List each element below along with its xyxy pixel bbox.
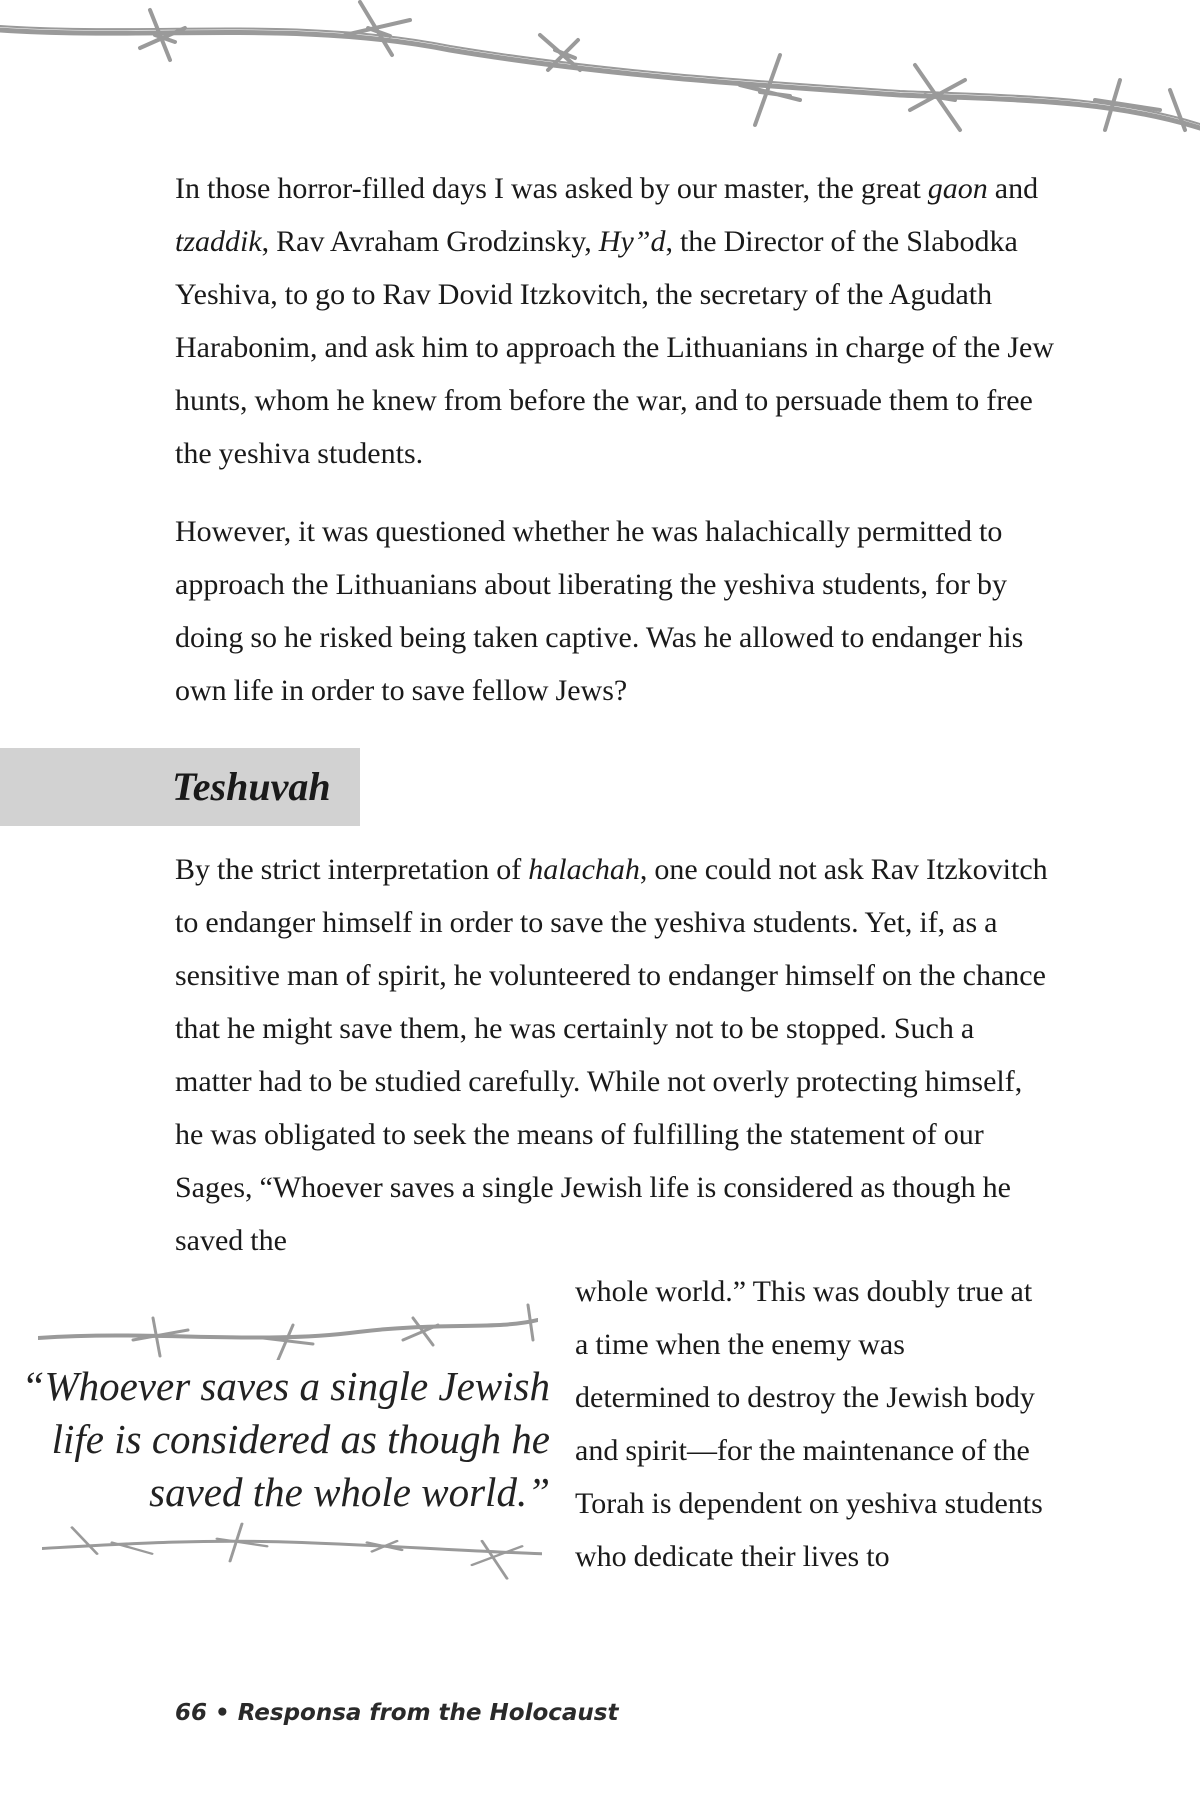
- italic-term-halachah: halachah: [528, 853, 640, 886]
- text-run: , one could not ask Rav Itzkovitch to endanger himself in order to save the yeshiva students. Yet, if, as a sensitive man of spirit, he volunteered to endanger himself on the chance that he might save them, he was certainly not to be stopped. Such a matter had to be studied carefully. While not overly protecting himself, he was obligated to seek the means of fulfilling the statement of our Sages, “Whoever saves a single Jewish life is considered as though he saved the: [175, 853, 1048, 1257]
- italic-term-hyd: Hy”d: [598, 225, 666, 258]
- pull-quote-line: life is considered as though he: [51, 1416, 550, 1462]
- pull-quote-line: “Whoever saves a single Jewish: [21, 1363, 550, 1409]
- body-paragraph-1: [175, 162, 1055, 480]
- page-footer: 66 • Responsa from the Holocaust: [175, 1700, 619, 1726]
- text-run: , the Director of the Slabodka Yeshiva, to go to Rav Dovid Itzkovitch, the secretary of the Agudath Harabonim, and ask him to approach the Lithuanians in charge of the Jew hunts, whom he knew from before the war, and to persuade them to free the yeshiva students.: [175, 225, 1055, 470]
- text-run: , Rav Avraham Grodzinsky,: [261, 225, 599, 258]
- barbed-wire-top-decoration: [0, 0, 1200, 140]
- body-paragraph-3: [175, 843, 1055, 1267]
- body-paragraph-2: However, it was questioned whether he was halachically permitted to approach the Lithuanians about liberating the yeshiva students, for by doing so he risked being taken captive. Was he allowed to endanger his own life in order to save fellow Jews?: [175, 515, 1024, 707]
- barbed-wire-quote-top: [38, 1300, 538, 1360]
- section-heading: Teshuvah: [172, 764, 331, 809]
- pull-quote: [10, 1360, 550, 1519]
- body-paragraph-3-continuation: whole world.” This was doubly true at a time when the enemy was determined to destroy the Jewish body and spirit—for the maintenance of the Torah is dependent on yeshiva students who dedicate their lives to: [575, 1275, 1043, 1573]
- italic-term-tzaddik: tzaddik: [175, 225, 262, 258]
- barbed-wire-quote-bottom: [42, 1520, 542, 1580]
- text-run: In those horror-filled days I was asked by our master, the great: [175, 172, 928, 205]
- text-run: By the strict interpretation of: [175, 853, 529, 886]
- italic-term-gaon: gaon: [927, 172, 988, 205]
- pull-quote-line: saved the whole world.”: [149, 1469, 550, 1515]
- text-run: and: [987, 172, 1039, 205]
